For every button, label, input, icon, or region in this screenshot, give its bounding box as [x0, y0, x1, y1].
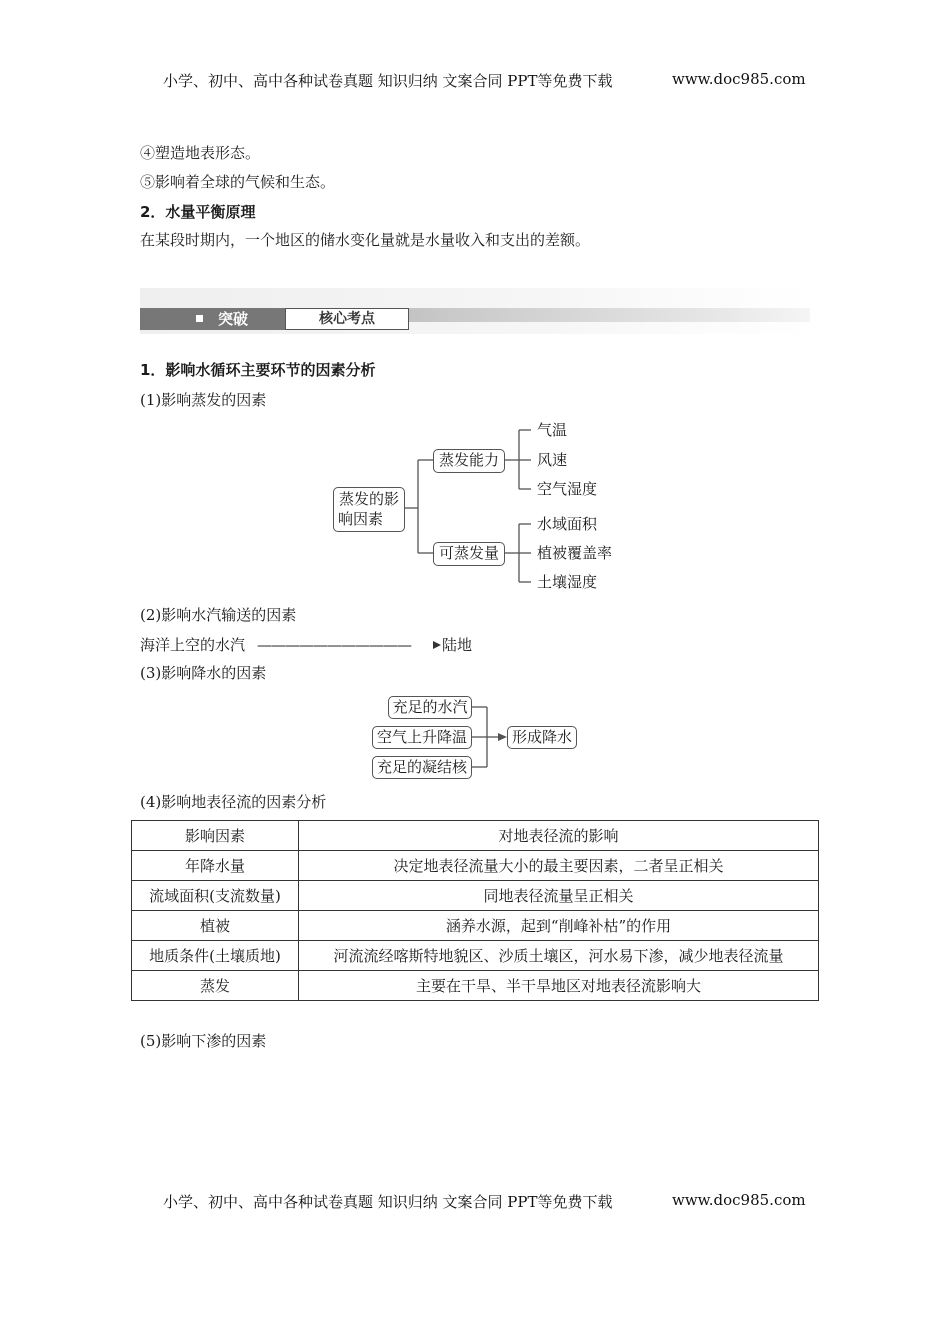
table-cell: 主要在干旱、半干旱地区对地表径流影响大 [299, 971, 819, 1001]
table-cell: 蒸发 [132, 971, 299, 1001]
transport-dashed-arrow: ——————————— [257, 636, 411, 654]
branch-evaporation-capacity: 蒸发能力 [433, 449, 505, 473]
sub-heading-infiltration: (5)影响下渗的因素 [140, 1032, 267, 1050]
result-precipitation: 形成降水 [507, 726, 577, 749]
table-row [132, 941, 819, 971]
factor-temperature: 气温 [537, 421, 568, 439]
table-cell: 河流流经喀斯特地貌区、沙质土壤区，河水易下渗，减少地表径流量 [299, 941, 819, 971]
banner-left-label: 突破 [218, 310, 249, 328]
page-footer-url[interactable]: www.doc985.com [672, 1191, 806, 1209]
banner-right-label: 核心考点 [319, 311, 375, 327]
evaporation-root-line-1: 蒸发的影 [338, 490, 399, 508]
table-row [132, 851, 819, 881]
cause-air-rising-cooling: 空气上升降温 [372, 726, 472, 749]
table-cell: 植被 [132, 911, 299, 941]
intro-item-4: ④塑造地表形态。 [140, 144, 261, 162]
branch-evaporable-amount: 可蒸发量 [433, 542, 505, 566]
table-cell: 决定地表径流量大小的最主要因素，二者呈正相关 [299, 851, 819, 881]
table-header-row [132, 821, 819, 851]
intro-item-5: ⑤影响着全球的气候和生态。 [140, 173, 336, 191]
transport-from: 海洋上空的水汽 [140, 636, 246, 654]
cause-sufficient-vapor: 充足的水汽 [388, 696, 472, 719]
water-balance-paragraph: 在某段时期内，一个地区的储水变化量就是水量收入和支出的差额。 [140, 231, 591, 249]
factor-water-area: 水域面积 [537, 515, 598, 533]
table-cell: 地质条件(土壤质地) [132, 941, 299, 971]
factor-soil-moisture: 土壤湿度 [537, 573, 598, 591]
runoff-factors-table [131, 820, 819, 1001]
page-header-url[interactable]: www.doc985.com [672, 70, 806, 88]
table-cell: 流域面积(支流数量) [132, 881, 299, 911]
factor-air-humidity: 空气湿度 [537, 480, 598, 498]
sub-heading-vapor-transport: (2)影响水汽输送的因素 [140, 606, 297, 624]
sub-heading-precipitation: (3)影响降水的因素 [140, 664, 267, 682]
table-header-factor: 影响因素 [132, 821, 299, 851]
table-row [132, 971, 819, 1001]
sub-heading-runoff: (4)影响地表径流的因素分析 [140, 793, 327, 811]
evaporation-root-line-2: 响因素 [338, 510, 384, 528]
table-row [132, 881, 819, 911]
cause-condensation-nuclei: 充足的凝结核 [372, 756, 472, 779]
page-header-text: 小学、初中、高中各种试卷真题 知识归纳 文案合同 PPT等免费下载 [163, 72, 613, 90]
transport-to: 陆地 [442, 636, 473, 654]
factor-vegetation-cover: 植被覆盖率 [537, 544, 613, 562]
heading-water-balance: 2．水量平衡原理 [140, 203, 256, 221]
factor-wind-speed: 风速 [537, 451, 568, 469]
table-cell: 涵养水源，起到“削峰补枯”的作用 [299, 911, 819, 941]
table-cell: 同地表径流量呈正相关 [299, 881, 819, 911]
table-header-effect: 对地表径流的影响 [299, 821, 819, 851]
section-title: 1．影响水循环主要环节的因素分析 [140, 361, 376, 379]
table-cell: 年降水量 [132, 851, 299, 881]
table-row [132, 911, 819, 941]
sub-heading-evaporation: (1)影响蒸发的因素 [140, 391, 267, 409]
page-footer-text: 小学、初中、高中各种试卷真题 知识归纳 文案合同 PPT等免费下载 [163, 1193, 613, 1211]
